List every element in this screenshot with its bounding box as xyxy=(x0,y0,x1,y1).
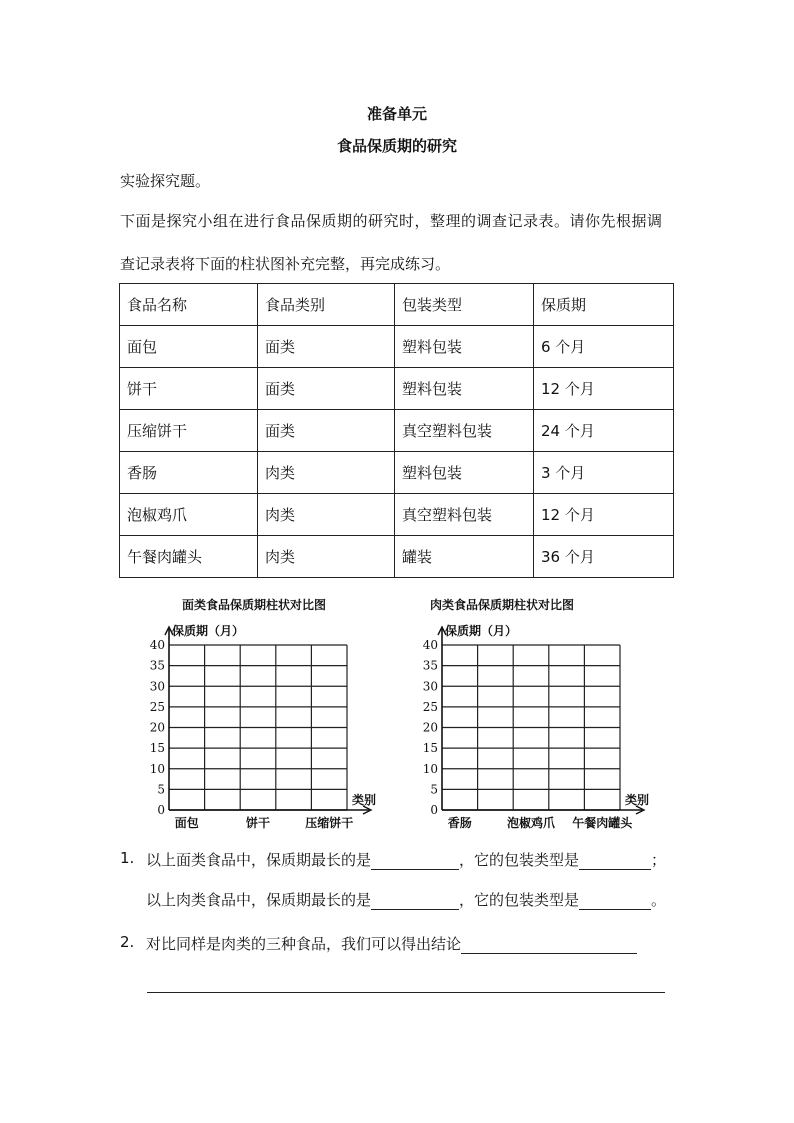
question-2-number: 2. xyxy=(120,933,135,951)
x-category-label: 午餐肉罐头 xyxy=(572,816,633,830)
y-tick-label: 15 xyxy=(422,741,438,756)
answer-line-long[interactable] xyxy=(147,992,665,993)
header-food-category: 食品类别 xyxy=(258,284,395,326)
x-category-label: 饼干 xyxy=(245,816,271,830)
question-1-line-1 xyxy=(146,849,666,870)
cell-food-name: 压缩饼干 xyxy=(120,410,258,452)
x-category-label: 面包 xyxy=(174,816,199,830)
q1-line2-mid: ，它的包装类型是 xyxy=(459,891,580,909)
unit-heading: 准备单元 xyxy=(366,105,427,123)
answer-blank[interactable] xyxy=(579,853,651,870)
cell-packaging-type: 塑料包装 xyxy=(395,368,534,410)
cell-shelf-life: 36 个月 xyxy=(534,536,674,578)
y-tick-label: 25 xyxy=(422,699,438,714)
cell-food-name: 泡椒鸡爪 xyxy=(120,494,258,536)
y-tick-label: 5 xyxy=(430,782,438,797)
cell-food-name: 香肠 xyxy=(120,452,258,494)
table-row xyxy=(120,452,674,494)
q1-line1-end: ； xyxy=(651,851,667,869)
cell-food-category: 面类 xyxy=(258,410,395,452)
cell-packaging-type: 罐装 xyxy=(395,536,534,578)
topic-heading: 食品保质期的研究 xyxy=(336,137,457,155)
cell-shelf-life: 12 个月 xyxy=(534,494,674,536)
cell-packaging-type: 塑料包装 xyxy=(395,452,534,494)
chart-canvas xyxy=(148,591,674,839)
y-tick-label: 15 xyxy=(149,741,165,756)
y-tick-label: 20 xyxy=(149,720,165,735)
cell-shelf-life: 6 个月 xyxy=(534,326,674,368)
answer-blank[interactable] xyxy=(371,893,459,910)
y-axis-label: 保质期（月） xyxy=(445,624,518,638)
y-axis-label: 保质期（月） xyxy=(172,624,245,638)
q1-line2-prompt: 以上肉类食品中，保质期最长的是 xyxy=(146,891,372,909)
header-shelf-life: 保质期 xyxy=(534,284,674,326)
cell-packaging-type: 真空塑料包装 xyxy=(395,494,534,536)
answer-blank[interactable] xyxy=(461,937,637,954)
answer-blank[interactable] xyxy=(579,893,651,910)
y-tick-label: 0 xyxy=(430,803,438,817)
header-food-name: 食品名称 xyxy=(120,284,258,326)
table-row xyxy=(120,410,674,452)
section-label: 实验探究题。 xyxy=(120,172,211,190)
question-1-number: 1. xyxy=(120,849,135,867)
chart-title: 面类食品保质期柱状对比图 xyxy=(182,598,327,612)
x-axis-label: 类别 xyxy=(352,793,377,807)
cell-packaging-type: 塑料包装 xyxy=(395,326,534,368)
question-2-line xyxy=(146,933,637,954)
cell-shelf-life: 12 个月 xyxy=(534,368,674,410)
intro-line-1: 下面是探究小组在进行食品保质期的研究时，整理的调查记录表。请你先根据调 xyxy=(120,212,663,230)
cell-shelf-life: 3 个月 xyxy=(534,452,674,494)
cell-packaging-type: 真空塑料包装 xyxy=(395,410,534,452)
y-tick-label: 0 xyxy=(157,803,165,817)
chart-title: 肉类食品保质期柱状对比图 xyxy=(430,598,575,612)
table-row xyxy=(120,326,674,368)
cell-food-name: 午餐肉罐头 xyxy=(120,536,258,578)
q1-line1-prompt: 以上面类食品中，保质期最长的是 xyxy=(146,851,372,869)
intro-line-2: 查记录表将下面的柱状图补充完整，再完成练习。 xyxy=(120,255,451,273)
table-row xyxy=(120,536,674,578)
survey-record-table xyxy=(119,283,674,578)
y-tick-label: 25 xyxy=(149,699,165,714)
y-tick-label: 10 xyxy=(422,761,438,776)
header-packaging-type: 包装类型 xyxy=(395,284,534,326)
y-tick-label: 30 xyxy=(422,679,438,694)
y-tick-label: 35 xyxy=(149,658,165,673)
x-category-label: 泡椒鸡爪 xyxy=(506,816,556,830)
cell-food-name: 面包 xyxy=(120,326,258,368)
cell-food-category: 肉类 xyxy=(258,536,395,578)
cell-food-category: 面类 xyxy=(258,368,395,410)
q1-line2-end: 。 xyxy=(651,891,667,909)
y-tick-label: 5 xyxy=(157,782,165,797)
table-header-row xyxy=(120,284,674,326)
x-category-label: 香肠 xyxy=(447,816,472,830)
cell-food-category: 肉类 xyxy=(258,452,395,494)
table-row xyxy=(120,494,674,536)
table-row xyxy=(120,368,674,410)
y-tick-label: 10 xyxy=(149,761,165,776)
y-tick-label: 35 xyxy=(422,658,438,673)
bar-chart-figures xyxy=(148,591,674,839)
question-1-line-2 xyxy=(146,889,666,910)
answer-blank[interactable] xyxy=(371,853,459,870)
q1-line1-mid: ，它的包装类型是 xyxy=(459,851,580,869)
y-tick-label: 20 xyxy=(422,720,438,735)
cell-shelf-life: 24 个月 xyxy=(534,410,674,452)
cell-food-category: 面类 xyxy=(258,326,395,368)
y-tick-label: 40 xyxy=(422,638,438,652)
y-tick-label: 30 xyxy=(149,679,165,694)
cell-food-category: 肉类 xyxy=(258,494,395,536)
cell-food-name: 饼干 xyxy=(120,368,258,410)
q2-prompt: 对比同样是肉类的三种食品，我们可以得出结论 xyxy=(146,935,462,953)
x-category-label: 压缩饼干 xyxy=(305,816,354,830)
x-axis-label: 类别 xyxy=(625,793,650,807)
y-tick-label: 40 xyxy=(149,638,165,652)
